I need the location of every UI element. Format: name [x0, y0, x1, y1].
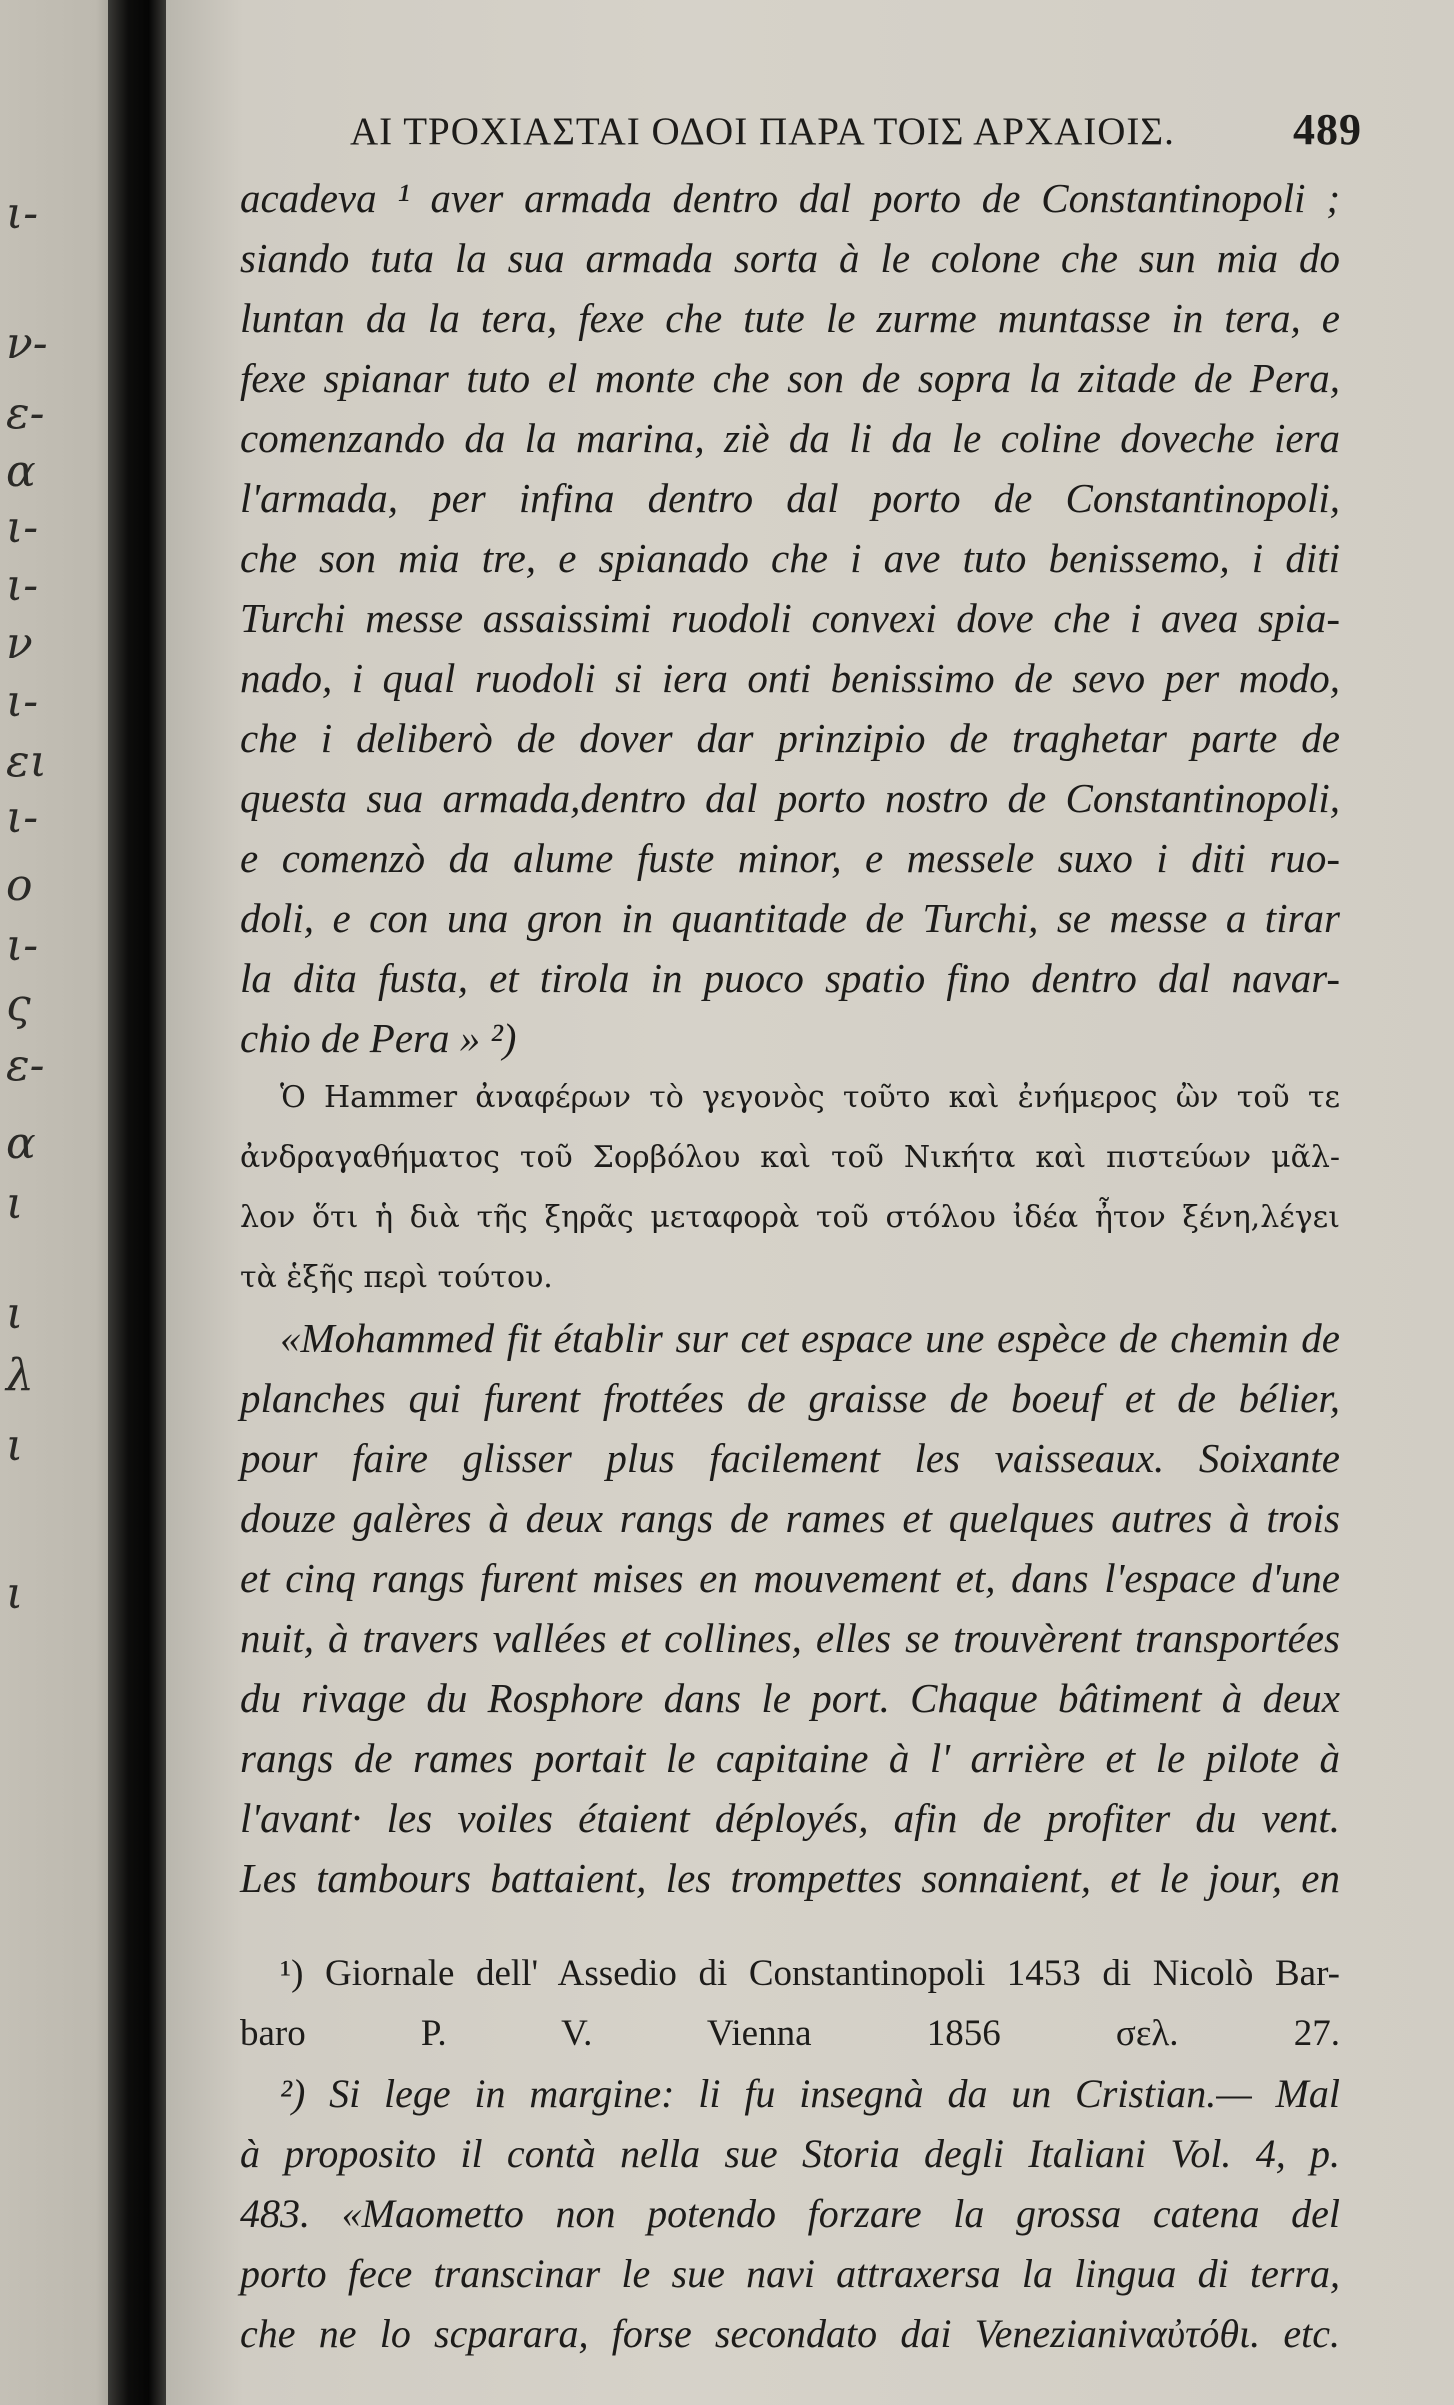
text-line: comenzando da la marina, ziè da li da le coline doveche iera	[240, 415, 1340, 461]
margin-fragment: ι-	[6, 188, 39, 239]
text-line: che son mia tre, e spianado che i ave tuto benissemo, i diti	[240, 535, 1340, 581]
margin-fragment: ε-	[6, 388, 45, 439]
margin-fragment: α	[6, 446, 36, 497]
footnote-line: à proposito il contà nella sue Storia degli Italiani Vol. 4, p.	[240, 2131, 1340, 2176]
text-line: ἀνδραγαθήματος τοῦ Σορβόλου καὶ τοῦ Νικήτα καὶ πιστεύων μᾶλ-	[240, 1140, 1340, 1175]
text-line: «Mohammed fit établir sur cet espace une espèce de chemin de	[280, 1315, 1340, 1361]
text-line: Turchi messe assaissimi ruodoli convexi dove che i avea spia-	[240, 595, 1340, 641]
margin-fragment: ι-	[6, 792, 39, 843]
text-line: τὰ ἑξῆς περὶ τούτου.	[240, 1260, 553, 1295]
margin-fragment: ε-	[6, 1040, 45, 1091]
facing-page-text-fragments	[0, 0, 110, 2405]
text-line: acadeva ¹ aver armada dentro dal porto de Constantinopoli ;	[240, 175, 1340, 221]
text-line: et cinq rangs furent mises en mouvement et, dans l'espace d'une	[240, 1555, 1340, 1601]
footnotes	[240, 1944, 1340, 2364]
margin-fragment: ι-	[6, 676, 39, 727]
margin-fragment: ν	[6, 618, 33, 669]
margin-fragment: ι-	[6, 560, 39, 611]
text-line: la dita fusta, et tirola in puoco spatio fino dentro dal navar-	[240, 955, 1340, 1001]
text-line: doli, e con una gron in quantitade de Turchi, se messe a tirar	[240, 895, 1340, 941]
running-header	[240, 104, 1362, 168]
margin-fragment: ι-	[6, 920, 39, 971]
facing-page-edge	[0, 0, 120, 2405]
text-line: pour faire glisser plus facilement les vaisseaux. Soixante	[240, 1435, 1340, 1481]
footnote-line: ¹) Giornale dell' Assedio di Constantinopoli 1453 di Nicolò Bar-	[280, 1953, 1340, 1994]
margin-fragment: ς	[6, 980, 31, 1031]
text-line: e comenzò da alume fuste minor, e messele suxo i diti ruo-	[240, 835, 1340, 881]
footnote-line: che ne lo scparara, forse secondato dai Venezianiναὐτόθι. etc.	[240, 2311, 1340, 2356]
text-line: douze galères à deux rangs de rames et quelques autres à trois	[240, 1495, 1340, 1541]
text-line: che i deliberò de dover dar prinzipio de traghetar parte de	[240, 715, 1340, 761]
footnote-line: baro P. V. Vienna 1856 σελ. 27.	[240, 2013, 1340, 2054]
margin-fragment: ι	[6, 1288, 24, 1339]
footnote-line: porto fece transcinar le sue navi attraxersa la lingua di terra,	[240, 2251, 1340, 2296]
text-line: l'armada, per infina dentro dal porto de Constantinopoli,	[240, 475, 1340, 521]
margin-fragment: ο	[6, 860, 33, 911]
footnote-line: ²) Si lege in margine: li fu insegnà da un Cristian.— Mal	[280, 2071, 1340, 2116]
text-line: chio de Pera » ²)	[240, 1015, 517, 1061]
footnote-line: 483. «Maometto non potendo forzare la grossa catena del	[240, 2191, 1340, 2236]
text-line: fexe spianar tuto el monte che son de sopra la zitade de Pera,	[240, 355, 1340, 401]
book-gutter	[108, 0, 166, 2405]
text-line: nuit, à travers vallées et collines, elles se trouvèrent transportées	[240, 1615, 1340, 1661]
footnote-1	[240, 1944, 1340, 2064]
text-line: λον ὅτι ἡ διὰ τῆς ξηρᾶς μεταφορὰ τοῦ στόλου ἰδέα ἦτον ξένη,λέγει	[240, 1200, 1340, 1235]
margin-fragment: ι	[6, 1568, 24, 1619]
page-text	[240, 104, 1362, 2364]
text-line: du rivage du Rosphore dans le port. Chaque bâtiment à deux	[240, 1675, 1340, 1721]
margin-fragment: λ	[6, 1350, 34, 1401]
footnote-2	[240, 2064, 1340, 2364]
text-line: luntan da la tera, fexe che tute le zurme muntasse in tera, e	[240, 295, 1340, 341]
margin-fragment: α	[6, 1118, 36, 1169]
text-line: siando tuta la sua armada sorta à le colone che sun mia do	[240, 235, 1340, 281]
margin-fragment: ει	[6, 736, 47, 787]
running-title: ΑΙ ΤΡΟΧΙΑΣΤΑΙ ΟΔΟΙ ΠΑΡΑ ΤΟΙΣ ΑΡΧΑΙΟΙΣ.	[350, 110, 1175, 153]
text-line: rangs de rames portait le capitaine à l' arrière et le pilote à	[240, 1735, 1340, 1781]
text-line: nado, i qual ruodoli si iera onti benissimo de sevo per modo,	[240, 655, 1340, 701]
text-line: questa sua armada,dentro dal porto nostro de Constantinopoli,	[240, 775, 1340, 821]
margin-fragment: ι	[6, 1420, 24, 1471]
french-quotation	[240, 1308, 1340, 1908]
margin-fragment: ι	[6, 1178, 24, 1229]
text-line: l'avant· les voiles étaient déployés, afin de profiter du vent.	[240, 1795, 1340, 1841]
text-line: Les tambours battaient, les trompettes sonnaient, et le jour, en	[240, 1855, 1340, 1901]
text-line: Ὁ Hammer ἀναφέρων τὸ γεγονὸς τοῦτο καὶ ἐνήμερος ὢν τοῦ τε	[280, 1080, 1340, 1115]
venetian-quotation	[240, 168, 1340, 1068]
greek-paragraph	[240, 1068, 1340, 1308]
text-line: planches qui furent frottées de graisse de boeuf et de bélier,	[240, 1375, 1340, 1421]
page-number: 489	[1293, 105, 1362, 154]
margin-fragment: ι-	[6, 502, 39, 553]
margin-fragment: ν-	[6, 318, 48, 369]
